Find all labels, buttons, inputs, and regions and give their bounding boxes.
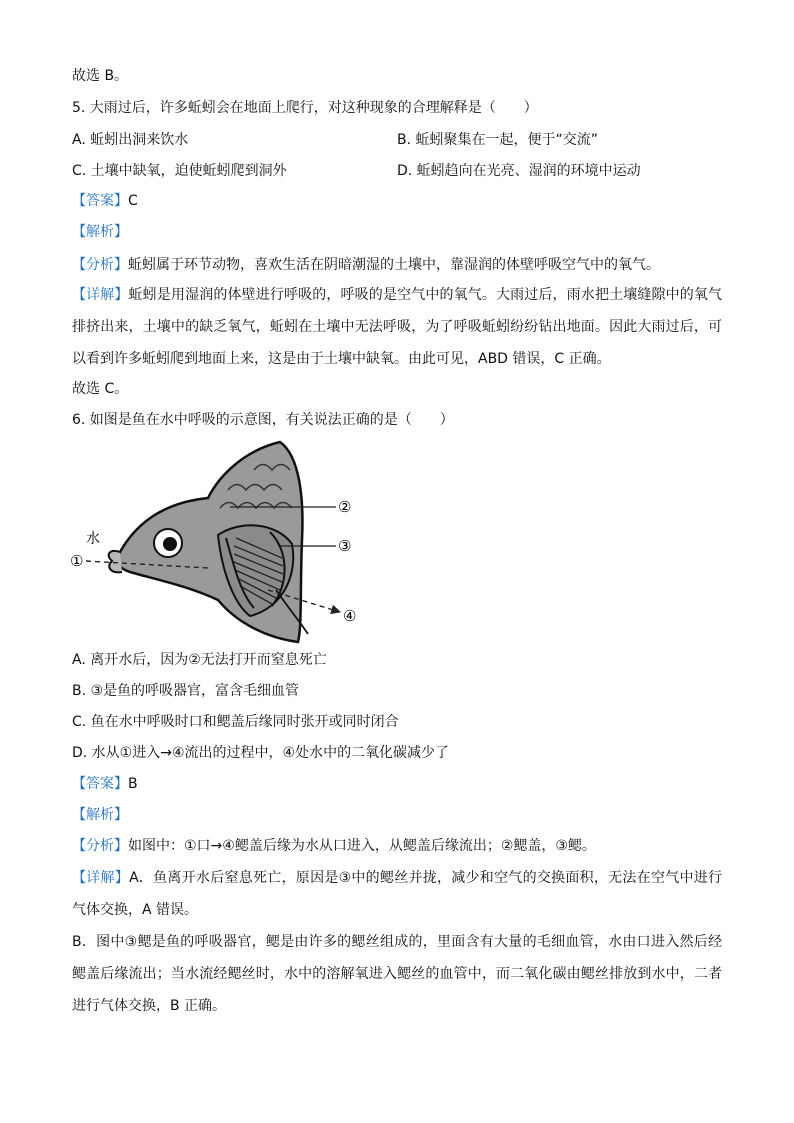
q6-option-d: D. 水从①进入→④流出的过程中，④处水中的二氧化碳减少了	[72, 745, 450, 761]
q6-fenxi: 如图中：①口→④鳃盖后缘为水从口进入，从鳃盖后缘流出；②鳃盖，③鳃。	[128, 838, 596, 854]
marker-1: ①	[70, 552, 84, 570]
q6-analysis-tag: 【解析】	[72, 807, 128, 823]
q5-detail: 蚯蚓是用湿润的体壁进行呼吸的，呼吸的是空气中的氧气。大雨过后，雨水把土壤缝隙中的氧气排挤出来，土壤中的缺乏氧气，蚯蚓在土壤中无法呼吸，为了呼吸蚯蚓纷纷钻出地面。因此大雨过后，可以看到许多蚯蚓爬到地面上来，这是由于土壤中缺氧。由此可见，ABD 错误，C 正确。	[72, 287, 723, 367]
water-label: 水	[86, 531, 100, 547]
q6-detail-b: B．图中③鳃是鱼的呼吸器官，鳃是由许多的鳃丝组成的，里面含有大量的毛细血管，水由口进入然后经鳃盖后缘流出；当水流经鳃丝时，水中的溶解氧进入鳃丝的血管中，而二氧化碳由鳃丝排放到水中，二者进行气体交换，B 正确。	[72, 934, 722, 1014]
q5-answer: C	[128, 193, 138, 209]
q6-fenxi-tag: 【分析】	[72, 838, 128, 854]
q6-detail-a-paragraph	[72, 862, 722, 926]
q6-answer: B	[128, 776, 138, 792]
q5-conclusion: 故选 C。	[72, 381, 129, 397]
fish-mouth	[109, 551, 122, 572]
q6-detail-tag: 【详解】	[72, 870, 130, 886]
q5-option-d: D. 蚯蚓趋向在光亮、湿润的环境中运动	[397, 163, 641, 179]
q6-analysis-row	[72, 805, 128, 825]
fish-pupil	[163, 537, 177, 551]
q6-stem: 6. 如图是鱼在水中呼吸的示意图，有关说法正确的是（ ）	[72, 412, 454, 428]
marker-3: ③	[338, 537, 352, 555]
q5-stem: 5. 大雨过后，许多蚯蚓会在地面上爬行，对这种现象的合理解释是（ ）	[72, 100, 538, 116]
q5-answer-row	[72, 191, 138, 211]
q5-detail-tag: 【详解】	[72, 287, 129, 303]
q5-option-a: A. 蚯蚓出洞来饮水	[72, 132, 189, 148]
prev-conclusion: 故选 B。	[72, 68, 129, 84]
q5-fenxi-row	[72, 255, 660, 275]
marker-4: ④	[343, 607, 357, 625]
q6-fenxi-row	[72, 836, 596, 856]
q5-analysis-tag: 【解析】	[72, 224, 128, 240]
q5-analysis-row	[72, 222, 128, 242]
fish-head-illustration	[109, 442, 308, 642]
q5-option-c: C. 土壤中缺氧，迫使蚯蚓爬到洞外	[72, 163, 287, 179]
q5-fenxi-tag: 【分析】	[72, 257, 128, 273]
q6-option-c: C. 鱼在水中呼吸时口和鳃盖后缘同时张开或同时闭合	[72, 714, 399, 730]
q5-fenxi: 蚯蚓属于环节动物，喜欢生活在阴暗潮湿的土壤中，靠湿润的体壁呼吸空气中的氧气。	[128, 257, 660, 273]
q6-option-a: A. 离开水后，因为②无法打开而窒息死亡	[72, 652, 327, 668]
q5-answer-tag: 【答案】	[72, 193, 128, 209]
fish-respiration-diagram	[68, 440, 368, 646]
marker-2: ②	[338, 498, 352, 516]
q5-detail-paragraph	[72, 279, 722, 375]
q6-detail-a: A．鱼离开水后窒息死亡，原因是③中的鳃丝并拢，减少和空气的交换面积，无法在空气中进行气体交换，A 错误。	[72, 870, 722, 918]
q6-answer-tag: 【答案】	[72, 776, 128, 792]
q5-option-b: B. 蚯蚓聚集在一起，便于“交流”	[397, 132, 599, 148]
q6-option-b: B. ③是鱼的呼吸器官，富含毛细血管	[72, 683, 300, 699]
q6-answer-row	[72, 774, 138, 794]
